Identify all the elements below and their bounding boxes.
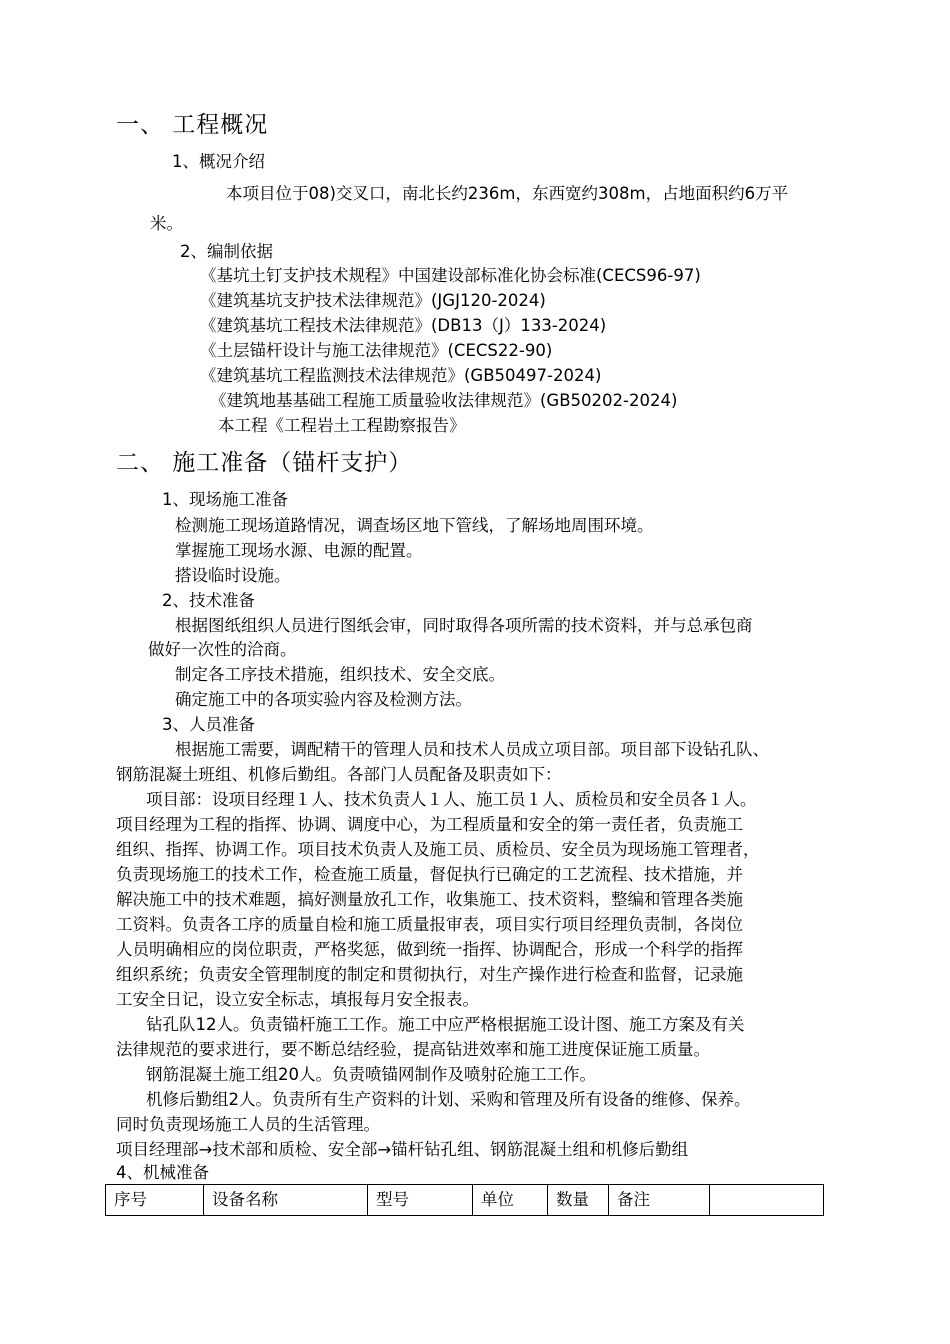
staff-prep-line: 组织系统；负责安全管理制度的制定和贯彻执行，对生产操作进行检查和监督，记录施 [116,965,743,984]
staff-prep-line: 机修后勤组2人。负责所有生产资料的计划、采购和管理及所有设备的维修、保养。 [146,1090,751,1109]
staff-prep-line: 组织、指挥、协调工作。项目技术负责人及施工员、质检员、安全员为现场施工管理者， [116,840,760,859]
table-header-cell: 单位 [473,1185,548,1215]
staff-prep-line: 钻孔队12人。负责锚杆施工工作。施工中应严格根据施工设计图、施工方案及有关 [146,1015,745,1034]
reference-item: 本工程《工程岩土工程勘察报告》 [218,416,466,435]
table-header-cell: 型号 [368,1185,473,1215]
subheading-site-prep: 1、现场施工准备 [162,490,288,509]
table-header-cell [710,1185,823,1215]
staff-prep-line: 根据施工需要，调配精干的管理人员和技术人员成立项目部。项目部下设钻孔队、 [175,740,769,759]
section-title-overview: 一、 工程概况 [116,112,269,138]
staff-prep-line: 法律规范的要求进行，要不断总结经验，提高钻进效率和施工进度保证施工质量。 [116,1040,710,1059]
staff-prep-line: 同时负责现场施工人员的生活管理。 [116,1115,380,1134]
site-prep-line: 检测施工现场道路情况，调查场区地下管线，了解场地周围环境。 [175,516,654,535]
staff-prep-line: 人员明确相应的岗位职责，严格奖惩，做到统一指挥、协调配合，形成一个科学的指挥 [116,940,743,959]
reference-item: 《建筑基坑工程技术法律规范》(DB13（J）133-2024) [200,316,607,335]
staff-prep-line: 项目经理为工程的指挥、协调、调度中心，为工程质量和安全的第一责任者，负责施工 [116,815,743,834]
subheading-machinery-prep: 4、机械准备 [116,1163,209,1182]
reference-item: 《土层锚杆设计与施工法律规范》(CECS22-90) [200,341,553,360]
table-header-cell: 备注 [609,1185,710,1215]
reference-item: 《基坑土钉支护技术规程》中国建设部标准化协会标准(CECS96-97) [200,266,701,285]
staff-prep-line: 工安全日记，设立安全标志，填报每月安全报表。 [116,990,479,1009]
table-header-cell: 序号 [106,1185,204,1215]
subheading-tech-prep: 2、技术准备 [162,591,255,610]
staff-prep-line: 工资料。负责各工序的质量自检和施工质量报审表，项目实行项目经理负责制，各岗位 [116,915,743,934]
intro-paragraph-line1: 本项目位于08)交叉口，南北长约236m，东西宽约308m，占地面积约6万平 [226,184,789,203]
staff-prep-line: 解决施工中的技术难题，搞好测量放孔工作，收集施工、技术资料，整编和管理各类施 [116,890,743,909]
subheading-basis: 2、编制依据 [180,242,273,261]
site-prep-line: 掌握施工现场水源、电源的配置。 [175,541,423,560]
table-header-cell: 数量 [548,1185,609,1215]
subheading-staff-prep: 3、人员准备 [162,715,255,734]
tech-prep-line: 根据图纸组织人员进行图纸会审，同时取得各项所需的技术资料，并与总承包商 [175,616,753,635]
staff-prep-line: 负责现场施工的技术工作，检查施工质量，督促执行已确定的工艺流程、技术措施，并 [116,865,743,884]
reference-item: 《建筑基坑支护技术法律规范》(JGJ120-2024) [200,291,546,310]
org-chain-line: 项目经理部→技术部和质检、安全部→锚杆钻孔组、钢筋混凝土组和机修后勤组 [116,1140,689,1159]
equipment-table [105,1184,824,1216]
staff-prep-line: 项目部：设项目经理１人、技术负责人１人、施工员１人、质检员和安全员各１人。 [146,790,757,809]
staff-prep-line: 钢筋混凝土施工组20人。负责喷锚网制作及喷射砼施工工作。 [146,1065,596,1084]
reference-item: 《建筑基坑工程监测技术法律规范》(GB50497-2024) [200,366,602,385]
section-title-preparation: 二、 施工准备（锚杆支护） [116,450,413,476]
table-header-cell: 设备名称 [204,1185,368,1215]
tech-prep-line: 制定各工序技术措施，组织技术、安全交底。 [175,665,505,684]
tech-prep-line: 确定施工中的各项实验内容及检测方法。 [175,690,472,709]
staff-prep-line: 钢筋混凝土班组、机修后勤组。各部门人员配备及职责如下： [116,765,562,784]
tech-prep-line: 做好一次性的洽商。 [148,640,297,659]
intro-paragraph-line2: 米。 [150,214,183,233]
site-prep-line: 搭设临时设施。 [175,566,291,585]
reference-item: 《建筑地基基础工程施工质量验收法律规范》(GB50202-2024) [210,391,678,410]
subheading-intro: 1、概况介绍 [172,152,265,171]
